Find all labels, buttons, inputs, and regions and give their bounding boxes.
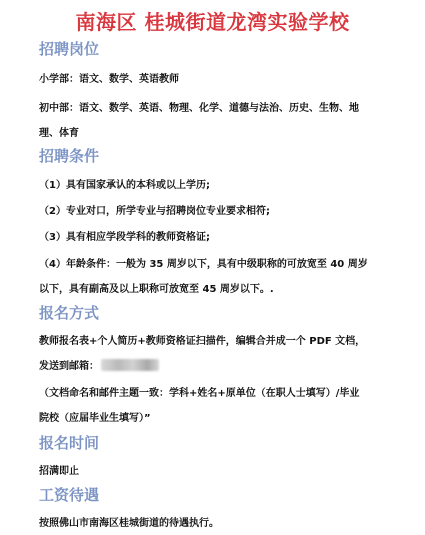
positions-middle-line2: 理、体育 xyxy=(39,128,79,139)
page-title: 南海区 桂城街道龙湾实验学校 xyxy=(75,10,350,34)
section-heading-time: 报名时间 xyxy=(39,434,100,452)
condition-3: （3）具有相应学段学科的教师资格证; xyxy=(39,232,210,243)
application-line3: （文档命名和邮件主题一致：学科+姓名+原单位（在职人士填写）/毕业 xyxy=(39,388,360,399)
condition-4-line1: （4）年龄条件：一般为 35 周岁以下，具有中级职称的可放宽至 40 周岁 xyxy=(39,259,368,270)
condition-2: （2）专业对口，所学专业与招聘岗位专业要求相符; xyxy=(39,206,270,217)
positions-middle-line1: 初中部：语文、数学、英语、物理、化学、道德与法治、历史、生物、地 xyxy=(39,103,359,114)
positions-primary: 小学部：语文、数学、英语教师 xyxy=(39,74,179,85)
time-line1: 招满即止 xyxy=(39,466,79,477)
application-line4: 院校（应届毕业生填写）” xyxy=(39,413,151,424)
application-line1: 教师报名表+个人简历+教师资格证扫描件，编辑合并成一个 PDF 文档， xyxy=(39,336,366,347)
application-email-row xyxy=(39,357,159,372)
condition-1: （1）具有国家承认的本科或以上学历; xyxy=(39,180,210,191)
section-heading-positions: 招聘岗位 xyxy=(39,40,100,58)
salary-line1: 按照佛山市南海区桂城街道的待遇执行。 xyxy=(39,518,219,529)
redacted-email-blur xyxy=(101,359,159,371)
condition-4-line2: 以下，具有副高及以上职称可放宽至 45 周岁以下。. xyxy=(39,284,274,295)
section-heading-conditions: 招聘条件 xyxy=(39,147,100,165)
section-heading-application: 报名方式 xyxy=(39,304,100,322)
section-heading-salary: 工资待遇 xyxy=(39,486,100,504)
application-email-label: 发送到邮箱： xyxy=(39,361,99,372)
